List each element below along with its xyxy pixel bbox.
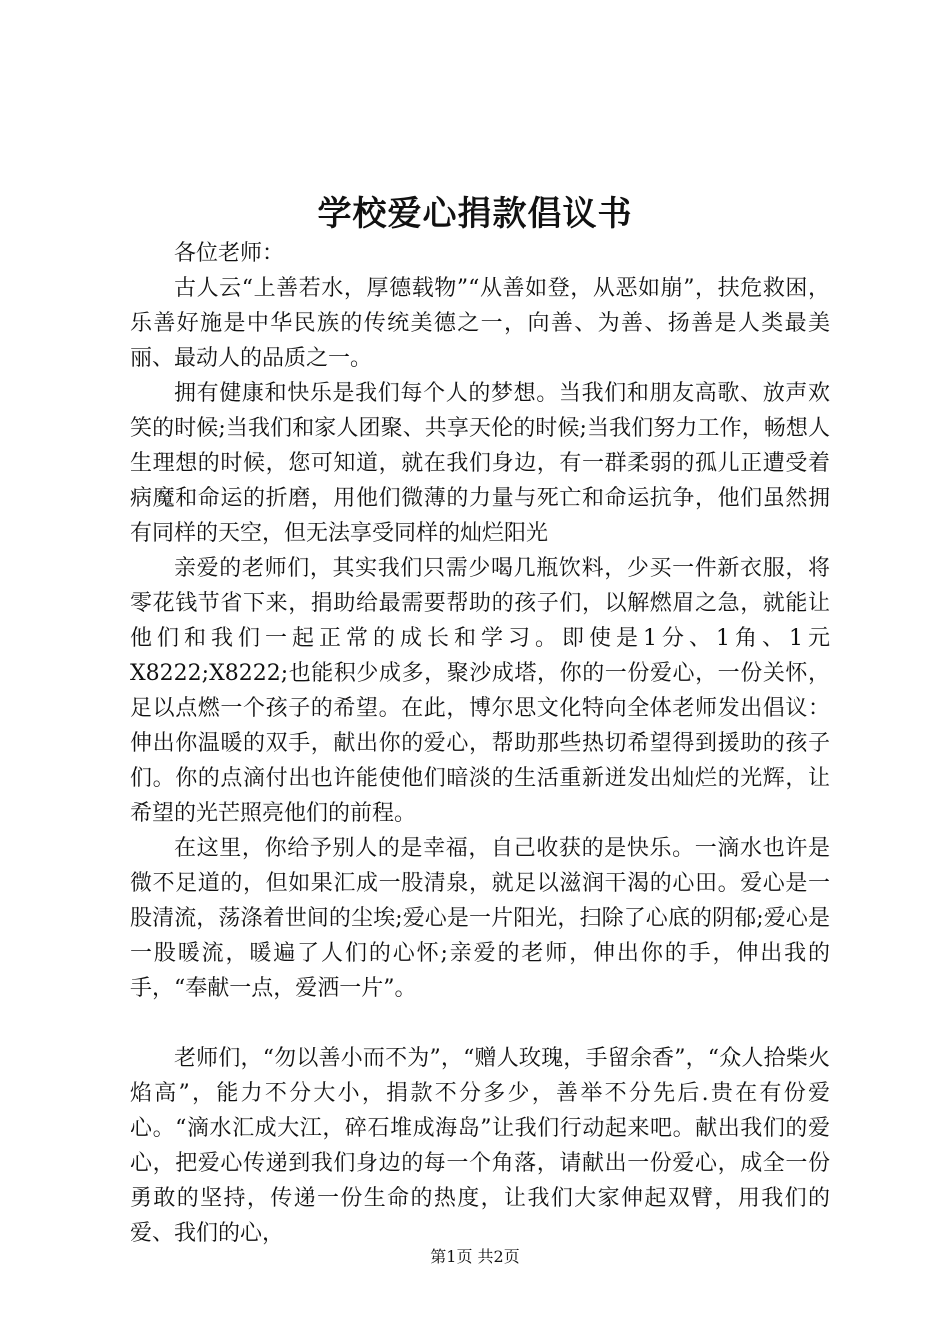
paragraph-1: 古人云“上善若水，厚德载物”“从善如登，从恶如崩”，扶危救困，乐善好施是中华民族的传统美德之一，向善、为善、扬善是人类最美丽、最动人的品质之一。 — [130, 276, 830, 371]
paragraph-5: 老师们，“勿以善小而不为”，“赠人玫瑰，手留余香”，“众人拾柴火焰高”，能力不分大小，捐款不分多少，善举不分先后.贵在有份爱心。“滴水汇成大江，碎石堆成海岛”让我们行动起来吧。献出我们的爱心，把爱心传递到我们身边的每一个角落，请献出一份爱心，成全一份勇敢的坚持，传递一份生命的热度，让我们大家伸起双臂，用我们的爱、我们的心， — [130, 1046, 830, 1246]
paragraph-2: 拥有健康和快乐是我们每个人的梦想。当我们和朋友高歌、放声欢笑的时候;当我们和家人团聚、共享天伦的时候;当我们努力工作，畅想人生理想的时候，您可知道，就在我们身边，有一群柔弱的孤儿正遭受着病魔和命运的折磨，用他们微薄的力量与死亡和命运抗争，他们虽然拥有同样的天空，但无法享受同样的灿烂阳光 — [130, 381, 830, 546]
document-title: 学校爱心捐款倡议书 — [317, 194, 633, 234]
paragraph-4: 在这里，你给予别人的是幸福，自己收获的是快乐。一滴水也许是微不足道的，但如果汇成一股清泉，就足以滋润干渴的心田。爱心是一股清流，荡涤着世间的尘埃;爱心是一片阳光，扫除了心底的阴郁;爱心是一股暖流，暖遍了人们的心怀;亲爱的老师，伸出你的手，伸出我的手，“奉献一点，爱洒一片”。 — [130, 836, 830, 1001]
document-body — [130, 236, 830, 1251]
salutation: 各位老师： — [174, 241, 285, 266]
paragraph-3: 亲爱的老师们，其实我们只需少喝几瓶饮料，少买一件新衣服，将零花钱节省下来，捐助给最需要帮助的孩子们，以解燃眉之急，就能让他们和我们一起正常的成长和学习。即使是1分、1角、1元X8222;X8222;也能积少成多，聚沙成塔，你的一份爱心，一份关怀，足以点燃一个孩子的希望。在此，博尔思文化特向全体老师发出倡议：伸出你温暖的双手，献出你的爱心，帮助那些热切希望得到援助的孩子们。你的点滴付出也许能使他们暗淡的生活重新迸发出灿烂的光辉，让希望的光芒照亮他们的前程。 — [130, 556, 830, 826]
page-footer: 第1页 共2页 — [430, 1247, 520, 1266]
